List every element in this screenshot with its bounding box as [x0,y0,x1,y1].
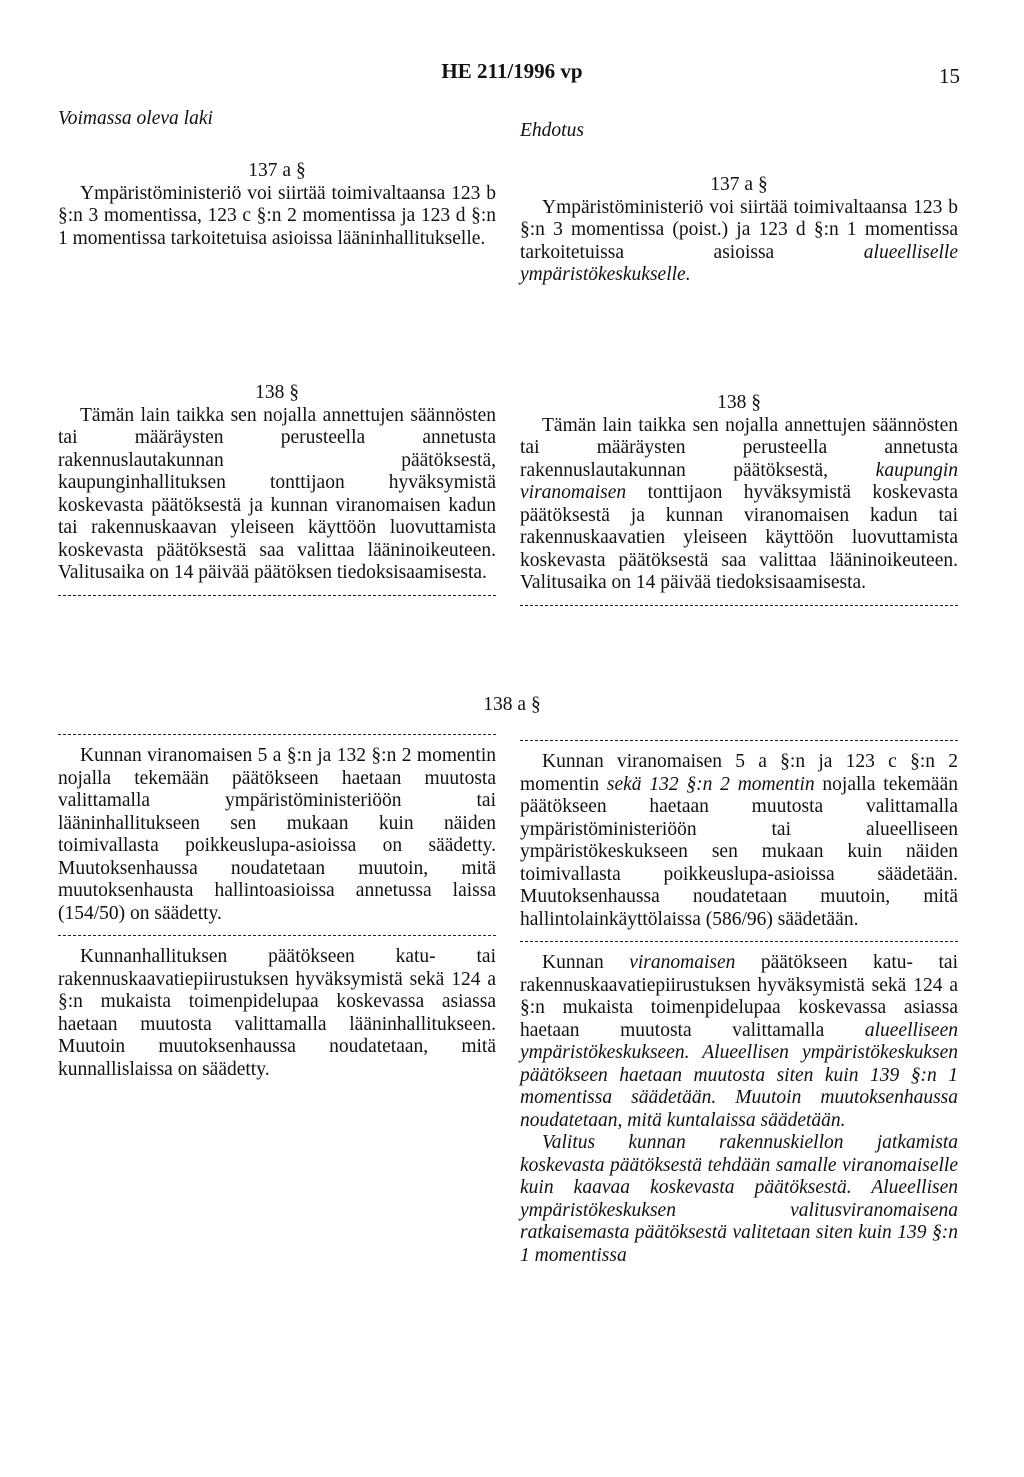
section-137a-proposal [520,174,958,287]
separator-line [520,740,958,741]
section-138a-proposal [520,740,958,1267]
section-title: 138 § [255,382,299,403]
section-text: Tämän lain taikka sen nojalla annettujen säännösten tai määräysten perusteella annetusta rakennuslautakunnan päätöksestä, kaupunginhallituksen tonttijaon hyväksymistä koskevasta päätöksestä ja kunnan viranomaisen kadun tai rakennuskaavan yleiseen käyttöön luovuttamista koskevasta päätöksestä saa valittaa lääninoikeuteen. Valitusaika on 14 päivää päätöksen tiedoksisaamisesta. [58,404,496,583]
section-title: 137 a § [710,174,768,195]
page-number: 15 [939,64,960,88]
separator-line [58,595,496,596]
left-column-heading: Voimassa oleva laki [58,108,213,129]
section-138-proposal [520,392,958,616]
section-text: Ympäristöministeriö voi siirtää toimivaltaansa 123 b §:n 3 momentissa (poist.) ja 123 d §:n 1 momentissa tarkoitetuissa asioissa alueelliselle ympäristökeskukselle. [520,196,958,285]
paragraph-1: Kunnan viranomaisen 5 a §:n ja 132 §:n 2 momentin nojalla tekemään päätökseen haetaan muutosta valittamalla ympäristöministeriöön tai lääninhallitukseen sen mukaan kuin näiden toimivallasta poikkeuslupa-asioissa on säädetty. Muutoksenhaussa noudatetaan muutoin, mitä muutoksenhausta hallintoasioissa annetussa laissa (154/50) on säädetty. [58,745,496,924]
separator-line [58,734,496,735]
section-137a-current [58,160,496,250]
paragraph-2: Kunnanhallituksen päätökseen katu- tai rakennuskaavatiepiirustuksen hyväksymistä sekä 124 a §:n mukaista toimenpidelupaa koskevassa asiassa haetaan muutosta valittamalla lääninhallitukseen. Muutoin muutoksenhaussa noudatetaan, mitä kunnallislaissa on säädetty. [58,946,496,1080]
section-138-current [58,382,496,606]
section-text: Ympäristöministeriö voi siirtää toimivaltaansa 123 b §:n 3 momentissa, 123 c §:n 2 momentissa ja 123 d §:n 1 momentissa tarkoitetuisa asioissa lääninhallitukselle. [58,182,496,249]
separator-line [520,941,958,942]
section-title: 137 a § [248,160,306,181]
separator-line [520,605,958,606]
paragraph-3: Valitus kunnan rakennuskiellon jatkamista koskevasta päätöksestä tehdään samalle viranomaiselle kuin kaavaa koskevasta päätöksestä. Alueellisen ympäristökeskuksen valitusviranomaisena ratkaisemasta päätöksestä valitetaan siten kuin 139 §:n 1 momentissa [520,1132,958,1266]
separator-line [58,935,496,936]
document-id: HE 211/1996 vp [441,59,583,83]
right-column-heading: Ehdotus [520,120,584,141]
paragraph-1: Kunnan viranomaisen 5 a §:n ja 123 c §:n 2 momentin sekä 132 §:n 2 momentin nojalla tekemään päätökseen haetaan muutosta valittamalla ympäristöministeriöön tai alueelliseen ympäristökeskukseen sen mukaan kuin näiden toimivallasta poikkeuslupa-asioissa säädetään. Muutoksenhaussa noudatetaan muutoin, mitä hallintolainkäyttölaissa (586/96) säädetään. [520,751,958,930]
section-text: Tämän lain taikka sen nojalla annettujen säännösten tai määräysten perusteella annetusta rakennuslautakunnan päätöksestä, kaupungin viranomaisen tonttijaon hyväksymistä koskevasta päätöksestä ja kunnan viranomaisen kadun tai rakennuskaavatien yleiseen käyttöön luovuttamista koskevasta päätöksestä saa valittaa lääninoikeuteen. Valitusaika on 14 päivää tiedoksisaamisesta. [520,414,958,593]
section-title: 138 § [717,392,761,413]
paragraph-2: Kunnan viranomaisen päätökseen katu- tai rakennuskaavatiepiirustuksen hyväksymistä sekä 124 a §:n mukaista toimenpidelupaa koskevassa asiassa haetaan muutosta valittamalla alueelliseen ympäristökeskukseen. Alueellisen ympäristökeskuksen päätökseen haetaan muutosta siten kuin 139 §:n 1 momentissa säädetään. Muutoin muutoksenhaussa noudatetaan, mitä kuntalaissa säädetään. [520,952,958,1131]
section-138a-title: 138 a § [483,694,541,715]
section-138a-current [58,734,496,1081]
